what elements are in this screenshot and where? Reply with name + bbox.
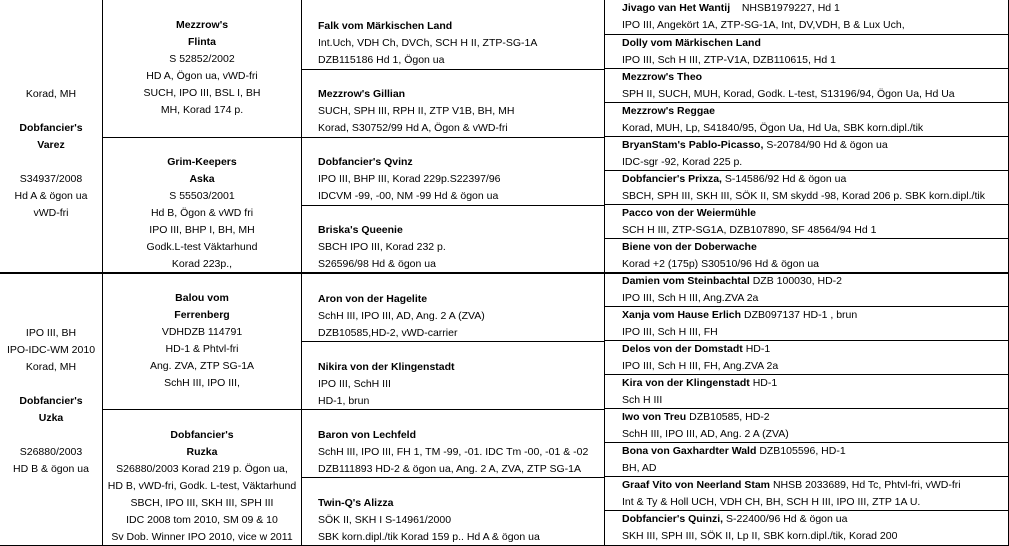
dog-info: SBCH IPO III, Korad 232 p. xyxy=(318,241,446,253)
dam-col4-2 xyxy=(622,341,1008,375)
dog-name: Aron von der Hagelite xyxy=(318,293,428,305)
dam-dam2 xyxy=(103,427,301,546)
dog-info: SÖK II, SKH I S-14961/2000 xyxy=(318,514,452,526)
dog-info: HD A, Ögon ua, vWD-fri xyxy=(146,70,258,82)
dog-name: Balou vom xyxy=(175,292,229,304)
dog-info: S26880/2003 Korad 219 p. Ögon ua, xyxy=(116,463,288,475)
dog-extra: DZB 100030, HD-2 xyxy=(752,275,843,287)
dam-col4-3 xyxy=(622,375,1008,409)
sire-col4-4 xyxy=(622,137,1008,171)
sire-info-line: vWD-fri xyxy=(33,207,69,219)
dog-name: Falk vom Märkischen Land xyxy=(318,20,453,32)
sire-col4-3 xyxy=(622,103,1008,137)
dog-info: SchH III, IPO III, AD, Ang. 2 A (ZVA) xyxy=(318,310,485,322)
dog-name: Ferrenberg xyxy=(174,309,230,321)
dog-extra: DZB10585, HD-2 xyxy=(689,411,770,423)
dog-info: HD B, vWD-fri, Godk. L-test, Väktarhund xyxy=(107,480,297,492)
dam-sire2 xyxy=(103,290,301,392)
dam-info-line: IPO III, BH xyxy=(25,327,77,339)
col3-divider-c xyxy=(301,205,605,206)
dog-info: SPH II, SUCH, MUH, Korad, Godk. L-test, S13196/94, Ögon Ua, Hd Ua xyxy=(622,88,955,100)
dog-info: Korad +2 (175p) S30510/96 Hd & ögon ua xyxy=(622,258,820,270)
dam-info-line: S26880/2003 xyxy=(19,446,83,458)
dog-extra: S-20784/90 Hd & ögon ua xyxy=(766,139,888,151)
dog-info: IDC-sgr -92, Korad 225 p. xyxy=(622,156,743,168)
sire-name-line: Dobfancier's xyxy=(19,122,83,134)
dam-info-line: IPO-IDC-WM 2010 xyxy=(6,344,96,356)
dog-info: SchH III, IPO III, FH 1, TM -99, -01. IDC Tm -00, -01 & -02 xyxy=(318,446,589,458)
dog-extra: HD-1 xyxy=(752,377,778,389)
sire-col4-1 xyxy=(622,35,1008,69)
sire-col4-6 xyxy=(622,205,1008,239)
sire-info-line: S34937/2008 xyxy=(19,173,83,185)
dog-info: HD-1, brun xyxy=(318,395,370,407)
dam-col4-5 xyxy=(622,443,1008,477)
dam-info-line xyxy=(0,427,102,444)
sire-dam1 xyxy=(103,17,301,119)
dog-info: SchH III, IPO III, AD, Ang. 2 A (ZVA) xyxy=(622,428,789,440)
sire-col3-d xyxy=(318,222,604,273)
sire-info-line xyxy=(0,103,102,120)
dog-info: Sch H III xyxy=(622,394,663,406)
sire-col4-7 xyxy=(622,239,1008,273)
dog-name: Jivago van Het Wantij xyxy=(622,2,731,14)
dam-info-line: HD B & ögon ua xyxy=(13,463,89,475)
dog-info: IDCVM -99, -00, NM -99 Hd & ögon ua xyxy=(318,190,499,202)
dog-name: Biene von der Doberwache xyxy=(622,241,757,253)
dog-info: IPO III, BHP III, Korad 229p.S22397/96 xyxy=(318,173,501,185)
dog-info: DZB115186 Hd 1, Ögon ua xyxy=(318,54,445,66)
sire-col4-5 xyxy=(622,171,1008,205)
dog-info: Ang. ZVA, ZTP SG-1A xyxy=(149,360,255,372)
dog-info: SUCH, SPH III, RPH II, ZTP V1B, BH, MH xyxy=(318,105,515,117)
sire-info-line: Korad, MH xyxy=(25,88,77,100)
dog-info: IDC 2008 tom 2010, SM 09 & 10 xyxy=(126,514,278,526)
dam-col3-d xyxy=(318,495,604,546)
dog-info: Hd B, Ögon & vWD fri xyxy=(150,207,254,219)
dog-info: DZB111893 HD-2 & ögon ua, Ang. 2 A, ZVA, ZTP SG-1A xyxy=(318,463,582,475)
col3-divider-b xyxy=(301,137,605,138)
dog-info: Korad, MUH, Lp, S41840/95, Ögon Ua, Hd Ua, SBK korn.dipl./tik xyxy=(622,122,924,134)
dog-name: Delos von der Domstadt xyxy=(622,343,743,355)
col3-divider-a xyxy=(301,69,605,70)
dog-info: Korad 223p., xyxy=(171,258,233,270)
dam-name-line: Uzka xyxy=(38,412,64,424)
dog-name: Kira von der Klingenstadt xyxy=(622,377,750,389)
dog-info: SKH III, SPH III, SÖK II, Lp II, SBK korn.dipl./tik, Korad 200 xyxy=(622,530,898,542)
dog-info: IPO III, Sch H III, Ang.ZVA 2a xyxy=(622,292,759,304)
dam-col1 xyxy=(0,325,102,478)
dog-info: Sv Dob. Winner IPO 2010, vice w 2011 xyxy=(111,531,293,543)
dog-name: Aska xyxy=(189,173,215,185)
dog-info: S26596/98 Hd & ögon ua xyxy=(318,258,436,270)
dog-name: Dobfancier's Qvinz xyxy=(318,156,413,168)
dog-info: IPO III, SchH III xyxy=(318,378,391,390)
dam-info-line xyxy=(0,376,102,393)
col2-divider-bottom xyxy=(102,409,302,410)
dam-col3-c xyxy=(318,427,604,478)
dog-info: IPO III, Sch H III, FH, Ang.ZVA 2a xyxy=(622,360,779,372)
dog-info: SchH III, IPO III, xyxy=(164,377,240,389)
sire-info-line: Hd A & ögon ua xyxy=(14,190,88,202)
dog-info: HD-1 & Phtvl-fri xyxy=(165,343,239,355)
dam-info-line: Korad, MH xyxy=(25,361,77,373)
dog-info: SBK korn.dipl./tik Korad 159 p.. Hd A & ögon ua xyxy=(318,531,540,543)
dog-extra: S-14586/92 Hd & ögon ua xyxy=(724,173,847,185)
dam-col4-6 xyxy=(622,477,1008,511)
dog-name: Briska's Queenie xyxy=(318,224,403,236)
dog-extra: HD-1 xyxy=(745,343,771,355)
dam-col4-4 xyxy=(622,409,1008,443)
dog-name: Flinta xyxy=(188,36,216,48)
dog-name: Baron von Lechfeld xyxy=(318,429,417,441)
dam-col3-a xyxy=(318,291,604,342)
dog-info: DZB10585,HD-2, vWD-carrier xyxy=(318,327,458,339)
dog-name: Nikira von der Klingenstadt xyxy=(318,361,455,373)
dog-name: Damien vom Steinbachtal xyxy=(622,275,750,287)
sire-name-line: Varez xyxy=(37,139,65,151)
dog-name: Mezzrow's xyxy=(175,19,229,31)
dog-info: VDHDZB 114791 xyxy=(161,326,243,338)
dog-info: SCH H III, ZTP-SG1A, DZB107890, SF 48564/94 Hd 1 xyxy=(622,224,877,236)
dog-name: Pacco von der Weiermühle xyxy=(622,207,757,219)
dam-col4-1 xyxy=(622,307,1008,341)
col2-divider-top xyxy=(102,137,302,138)
dog-name: Mezzrow's Gillian xyxy=(318,88,406,100)
dog-info: IPO III, Sch H III, FH xyxy=(622,326,718,338)
dog-extra: DZB105596, HD-1 xyxy=(759,445,846,457)
dog-info: IPO III, Sch H III, ZTP-V1A, DZB110615, Hd 1 xyxy=(622,54,836,66)
dog-name: Twin-Q's Alizza xyxy=(318,497,394,509)
dog-name: Xanja vom Hause Erlich xyxy=(622,309,742,321)
dog-info: SBCH, IPO III, SKH III, SPH III xyxy=(130,497,274,509)
dog-extra: S-22400/96 Hd & ögon ua xyxy=(726,513,848,525)
sire-col3-a xyxy=(318,18,604,69)
dog-name: Dobfancier's Prixza, xyxy=(622,173,722,185)
dog-name: Mezzrow's Theo xyxy=(622,71,703,83)
dog-info: S 52852/2002 xyxy=(169,53,235,65)
sire-col4-2 xyxy=(622,69,1008,103)
dog-name: Iwo von Treu xyxy=(622,411,687,423)
dog-name: Graaf Vito von Neerland Stam xyxy=(622,479,771,491)
dog-name: Mezzrow's Reggae xyxy=(622,105,715,117)
dam-name-line: Dobfancier's xyxy=(19,395,83,407)
dog-extra: NHSB1979227, Hd 1 xyxy=(741,2,840,14)
dog-name: Ruzka xyxy=(186,446,218,458)
dam-col4-0 xyxy=(622,273,1008,307)
dog-info: Int & Ty & Holl UCH, VDH CH, BH, SCH H III, IPO III, ZTP 1A U. xyxy=(622,496,921,508)
sire-col1 xyxy=(0,86,102,222)
sire-col3-b xyxy=(318,86,604,137)
dog-name: Bona von Gaxhardter Wald xyxy=(622,445,757,457)
dog-info: Int.Uch, VDH Ch, DVCh, SCH H II, ZTP-SG-1A xyxy=(318,37,538,49)
dog-extra: NHSB 2033689, Hd Tc, Phtvl-fri, vWD-fri xyxy=(772,479,961,491)
dog-name: Dolly vom Märkischen Land xyxy=(622,37,761,49)
dog-extra: DZB097137 HD-1 , brun xyxy=(743,309,858,321)
dog-info: SUCH, IPO III, BSL I, BH xyxy=(143,87,261,99)
dog-name: Dobfancier's xyxy=(170,429,234,441)
dog-info: Godk.L-test Väktarhund xyxy=(146,241,258,253)
dog-info: BH, AD xyxy=(622,462,657,474)
dog-name: BryanStam's Pablo-Picasso, xyxy=(622,139,764,151)
dog-info: IPO III, BHP I, BH, MH xyxy=(149,224,255,236)
sire-col4-0 xyxy=(622,0,1008,34)
dog-info: SBCH, SPH III, SKH III, SÖK II, SM skydd -98, Korad 206 p. SBK korn.dipl./tik xyxy=(622,190,985,202)
dog-info: Korad, S30752/99 Hd A, Ögon & vWD-fri xyxy=(318,122,508,134)
sire-dam2 xyxy=(103,154,301,273)
dam-col3-b xyxy=(318,359,604,410)
dog-info: MH, Korad 174 p. xyxy=(160,104,244,116)
dam-col4-7 xyxy=(622,511,1008,545)
dog-info: IPO III, Angekört 1A, ZTP-SG-1A, Int, DV,VDH, B & Lux Uch, xyxy=(622,19,905,31)
dog-name: Dobfancier's Quinzi, xyxy=(622,513,724,525)
dog-info: S 55503/2001 xyxy=(169,190,235,202)
sire-info-line xyxy=(0,154,102,171)
sire-col3-c xyxy=(318,154,604,205)
dog-name: Grim-Keepers xyxy=(167,156,237,168)
